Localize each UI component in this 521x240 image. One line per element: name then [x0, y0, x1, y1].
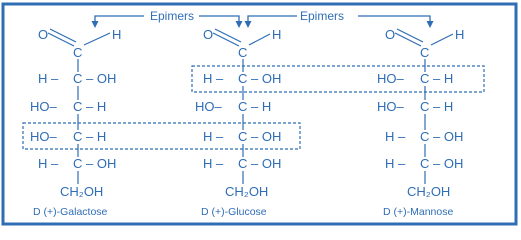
galactose-c2-left: H –	[38, 71, 59, 86]
mannose-name: D (+)-Mannose	[383, 206, 454, 218]
mannose-c4-left: H –	[385, 129, 406, 144]
glucose-name: D (+)-Glucose	[201, 206, 267, 218]
glucose-c4-left: H –	[203, 129, 224, 144]
galactose-aldehyde-h: H	[112, 27, 122, 42]
galactose-c2-right: – OH	[86, 71, 117, 86]
mannose-c5: C	[420, 156, 430, 171]
glucose-c5-right: – OH	[251, 156, 282, 171]
glucose-aldehyde-h: H	[272, 27, 282, 42]
mannose-structure	[377, 27, 464, 218]
glucose-c5: C	[238, 156, 248, 171]
galactose-c4-right: – H	[86, 129, 107, 144]
mannose-c3: C	[420, 99, 430, 114]
galactose-c5-left: H –	[38, 156, 59, 171]
glucose-c4: C	[238, 129, 248, 144]
glucose-c5-left: H –	[203, 156, 224, 171]
galactose-c3: C	[73, 99, 83, 114]
galactose-name: D (+)-Galactose	[33, 206, 108, 218]
mannose-c6: CH₂OH	[407, 184, 451, 199]
galactose-c6: CH₂OH	[60, 184, 104, 199]
glucose-c6: CH₂OH	[225, 184, 269, 199]
mannose-c2: C	[420, 71, 430, 86]
glucose-c2-right: – OH	[251, 71, 282, 86]
galactose-c3-right: – H	[86, 99, 107, 114]
mannose-aldehyde-o: O	[385, 27, 396, 42]
mannose-c3-left: HO–	[377, 99, 404, 114]
glucose-c3-left: HO–	[195, 99, 222, 114]
glucose-c2: C	[238, 71, 248, 86]
mannose-c4: C	[420, 129, 430, 144]
glucose-c2-left: H –	[203, 71, 224, 86]
mannose-c5-right: – OH	[433, 156, 464, 171]
epimers-label-right: Epimers	[300, 9, 345, 23]
glucose-aldehyde-o: O	[203, 27, 214, 42]
galactose-c4-left: HO–	[30, 129, 57, 144]
glucose-c3-right: – H	[251, 99, 272, 114]
galactose-c4: C	[73, 129, 83, 144]
mannose-c1: C	[420, 45, 430, 60]
galactose-aldehyde-o: O	[38, 27, 49, 42]
mannose-c5-left: H –	[385, 156, 406, 171]
epimers-label-left: Epimers	[150, 9, 195, 23]
mannose-c4-right: – OH	[433, 129, 464, 144]
galactose-c3-left: HO–	[30, 99, 57, 114]
galactose-c5-right: – OH	[86, 156, 117, 171]
galactose-c5: C	[73, 156, 83, 171]
mannose-c2-right: – H	[433, 71, 454, 86]
glucose-c1: C	[238, 45, 248, 60]
mannose-aldehyde-h: H	[455, 27, 465, 42]
glucose-c4-right: – OH	[251, 129, 282, 144]
mannose-c2-left: HO–	[377, 71, 404, 86]
mannose-c3-right: – H	[433, 99, 454, 114]
glucose-c3: C	[238, 99, 248, 114]
galactose-c1: C	[73, 45, 83, 60]
galactose-c2: C	[73, 71, 83, 86]
